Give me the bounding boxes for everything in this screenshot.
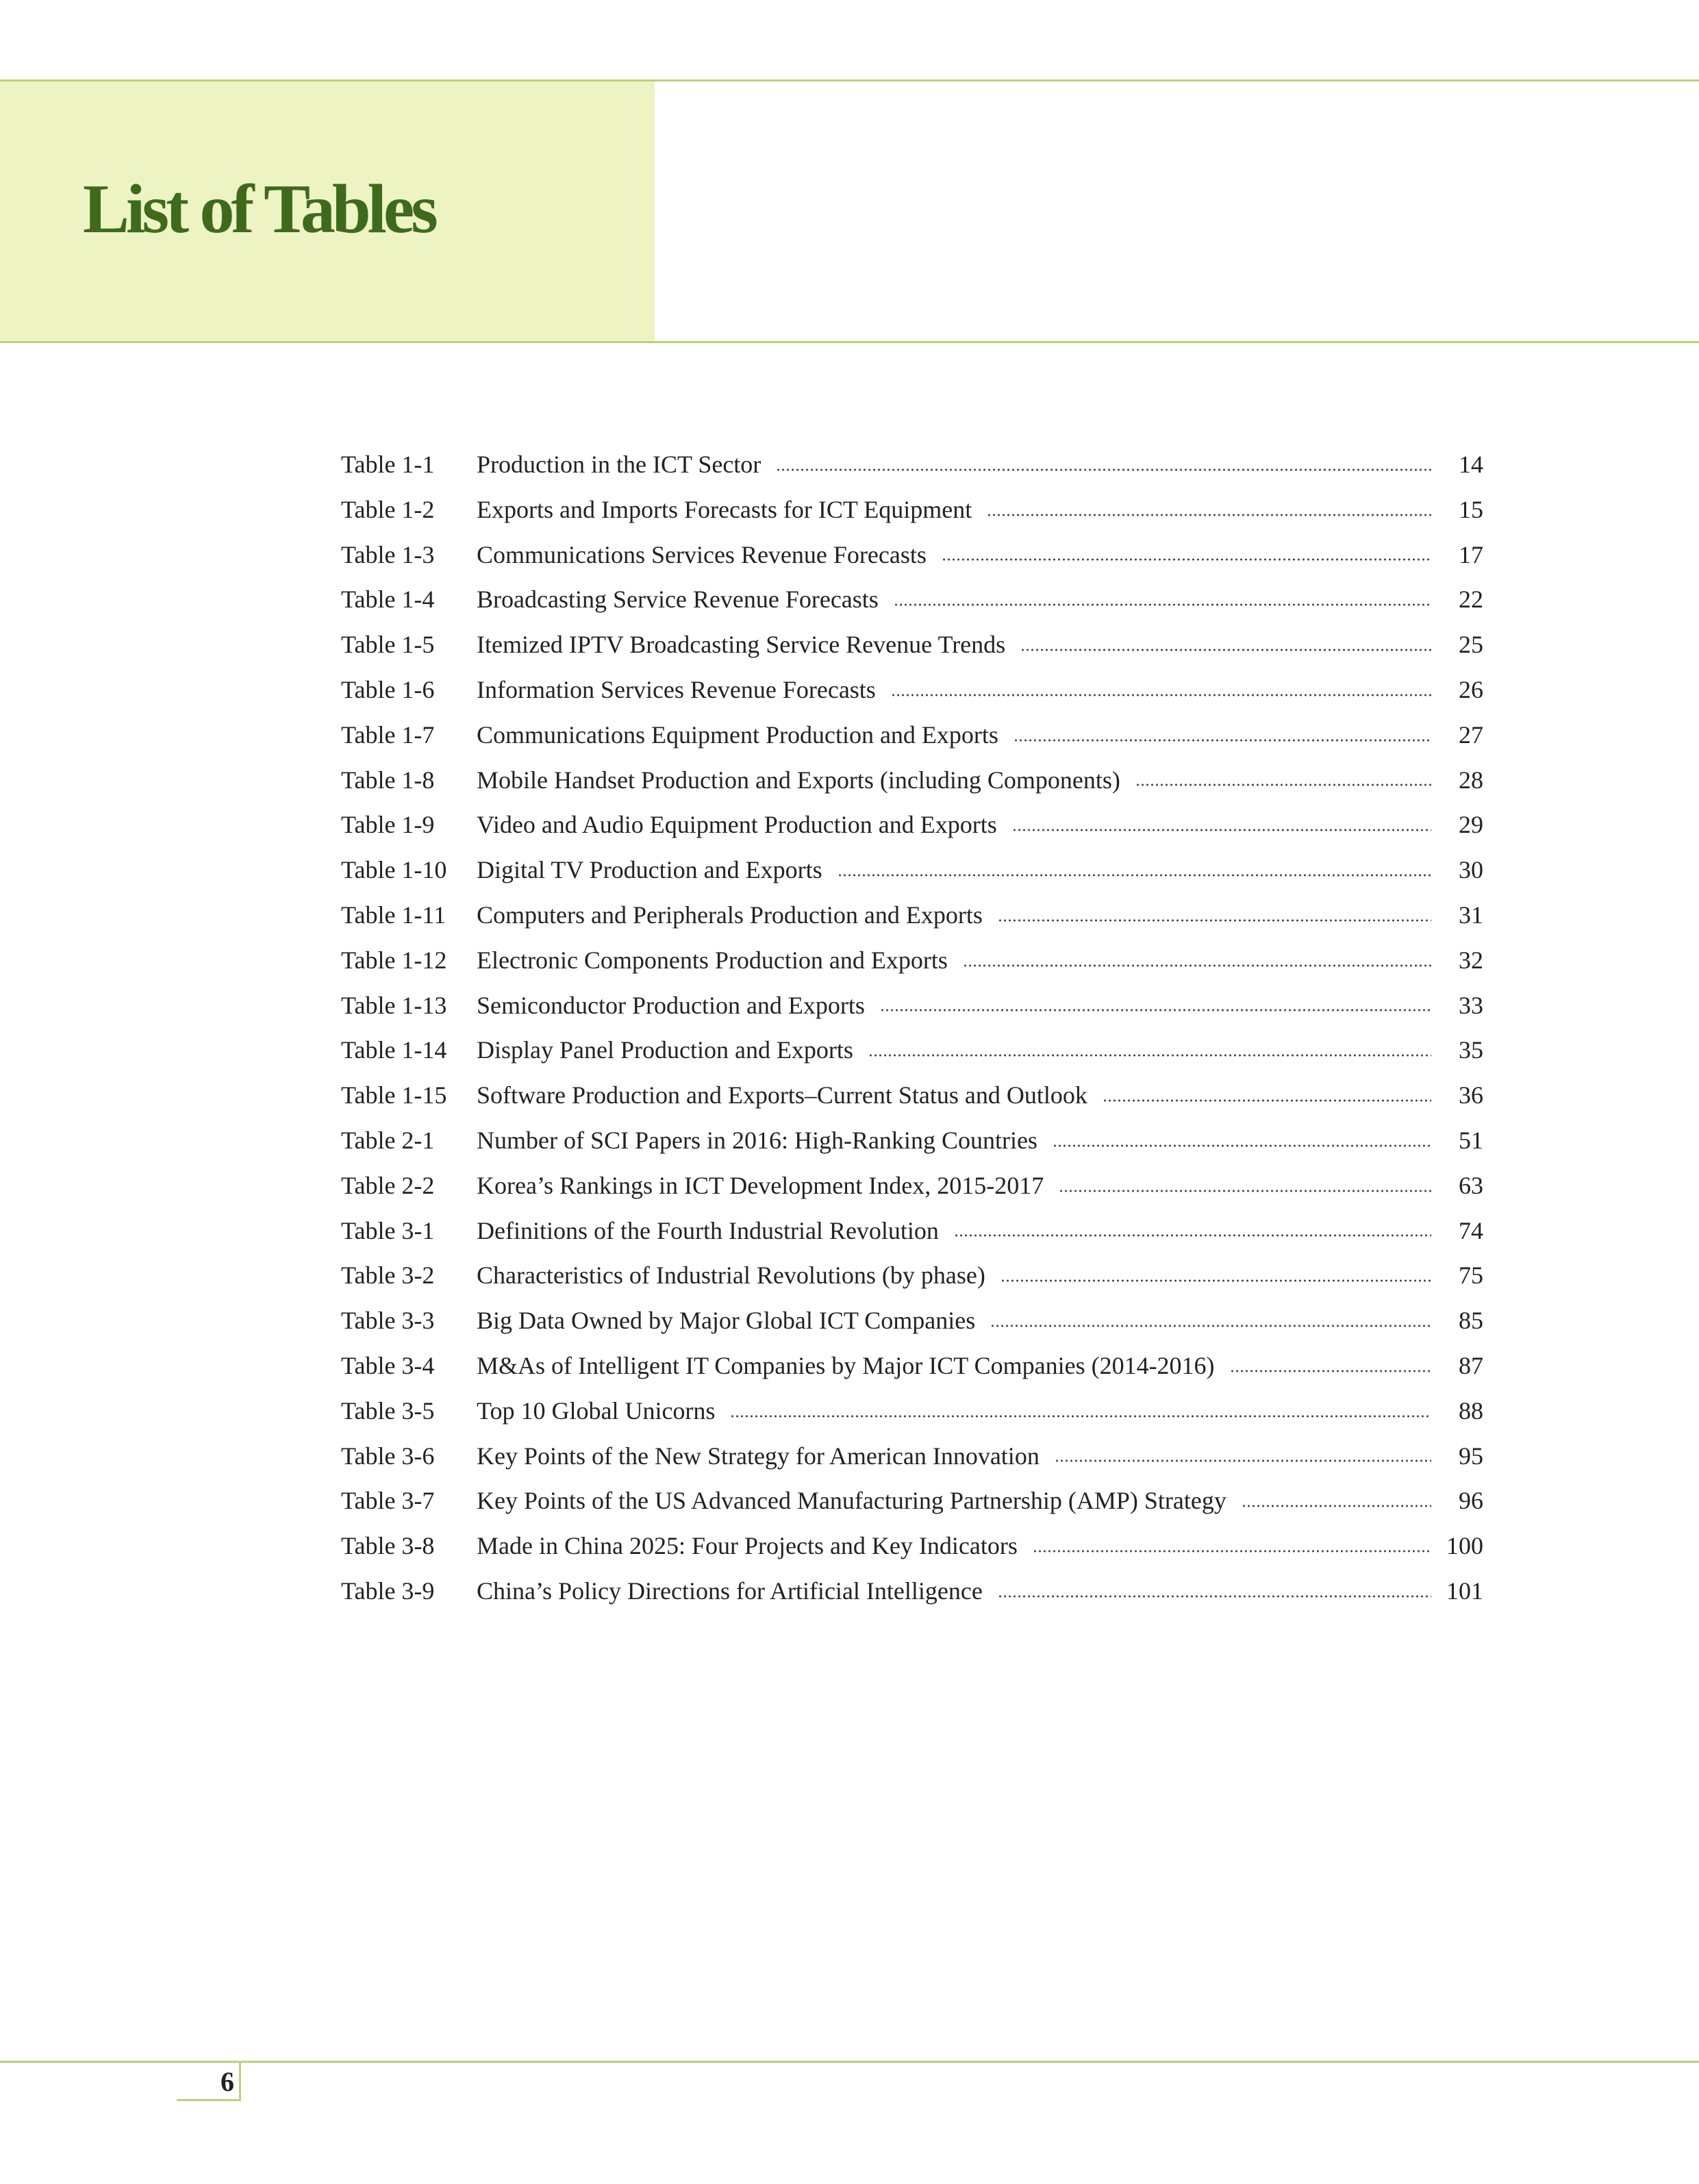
dot-leader [1053,1144,1431,1147]
page-reference: 100 [1446,1532,1483,1560]
table-title: Computers and Peripherals Production and Exports [477,901,983,929]
table-title: Information Services Revenue Forecasts [477,675,876,703]
table-title: China’s Policy Directions for Artificial Intelligence [477,1577,983,1605]
page-reference: 25 [1459,631,1483,659]
dot-leader [1103,1099,1431,1102]
table-number: Table 3-4 [341,1351,435,1379]
table-title: Communications Services Revenue Forecasts [477,540,927,568]
toc-entry[interactable] [341,1073,1483,1118]
table-number: Table 1-7 [341,720,435,749]
table-title: Communications Equipment Production and Exports [477,720,998,749]
table-title: Exports and Imports Forecasts for ICT Equipment [477,495,972,523]
toc-entry[interactable] [341,577,1483,623]
dot-leader [1020,649,1431,651]
toc-entry[interactable] [341,848,1483,893]
toc-entry[interactable] [341,533,1483,578]
page-reference: 36 [1459,1081,1483,1109]
table-number: Table 1-10 [341,856,447,884]
table-title: Display Panel Production and Exports [477,1036,853,1064]
page-reference: 101 [1446,1577,1483,1605]
table-number: Table 1-9 [341,811,435,839]
dot-leader [987,514,1431,516]
page-reference: 33 [1459,991,1483,1019]
page-reference: 75 [1459,1262,1483,1290]
toc-entry[interactable] [341,983,1483,1029]
table-number: Table 3-7 [341,1487,435,1515]
table-number: Table 1-2 [341,495,435,523]
table-title: Software Production and Exports–Current Status and Outlook [477,1081,1087,1109]
dot-leader [1000,1279,1431,1282]
toc-entry[interactable] [341,1298,1483,1344]
page-reference: 15 [1459,495,1483,523]
table-title: Broadcasting Service Revenue Forecasts [477,586,879,614]
dot-leader [963,964,1431,967]
page-number: 6 [221,2066,234,2097]
table-number: Table 1-5 [341,631,435,659]
table-number: Table 3-1 [341,1216,435,1244]
dot-leader [1230,1370,1431,1372]
table-number: Table 3-9 [341,1577,435,1605]
table-number: Table 2-2 [341,1171,435,1199]
page-reference: 22 [1459,586,1483,614]
table-title: Made in China 2025: Four Projects and Key Indicators [477,1532,1018,1560]
page-reference: 28 [1459,766,1483,794]
dot-leader [730,1415,1431,1418]
dot-leader [891,694,1431,696]
dot-leader [1242,1505,1431,1507]
dot-leader [942,558,1431,561]
table-title: Production in the ICT Sector [477,451,762,478]
toc-entry[interactable] [341,623,1483,668]
toc-entry[interactable] [341,893,1483,938]
table-number: Table 1-6 [341,675,435,703]
page-reference: 74 [1459,1216,1483,1244]
toc-entry[interactable] [341,1253,1483,1298]
page-reference: 63 [1459,1171,1483,1199]
table-title: Definitions of the Fourth Industrial Revolution [477,1216,939,1244]
page-reference: 96 [1459,1487,1483,1515]
table-number: Table 1-4 [341,586,435,614]
dot-leader [1014,739,1431,742]
table-number: Table 3-5 [341,1396,435,1424]
toc-entry[interactable] [341,938,1483,983]
toc-entry[interactable] [341,1569,1483,1614]
dot-leader [1012,829,1431,831]
table-title: Number of SCI Papers in 2016: High-Ranking Countries [477,1126,1037,1154]
dot-leader [868,1054,1431,1057]
table-number: Table 1-3 [341,540,435,568]
dot-leader [998,1595,1431,1598]
page-reference: 17 [1459,540,1483,568]
page-reference: 32 [1459,946,1483,974]
toc-entry[interactable] [341,488,1483,533]
page-reference: 51 [1459,1126,1483,1154]
dot-leader [1055,1459,1431,1462]
page-reference: 95 [1459,1442,1483,1470]
page-reference: 29 [1459,811,1483,839]
toc-entry[interactable] [341,1028,1483,1073]
dot-leader [998,919,1431,922]
dot-leader [990,1325,1431,1327]
table-title: Digital TV Production and Exports [477,856,822,884]
table-title: Mobile Handset Production and Exports (including Components) [477,766,1120,794]
toc-entry[interactable] [341,1209,1483,1254]
table-title: Itemized IPTV Broadcasting Service Revenue Trends [477,631,1006,659]
table-title: Semiconductor Production and Exports [477,991,865,1019]
table-number: Table 1-15 [341,1081,447,1109]
table-number: Table 1-13 [341,991,447,1019]
table-number: Table 1-11 [341,901,446,929]
toc-entry[interactable] [341,803,1483,848]
table-title: Korea’s Rankings in ICT Development Index, 2015-2017 [477,1171,1044,1199]
page-reference: 14 [1459,451,1483,478]
toc-entry[interactable] [341,1389,1483,1434]
dot-leader [838,874,1431,877]
toc-entry[interactable] [341,668,1483,713]
page-title: List of Tables [83,171,435,248]
toc-entry[interactable] [341,713,1483,758]
toc-entry[interactable] [341,1479,1483,1524]
footer-rule [0,2061,1699,2063]
table-title: Electronic Components Production and Exports [477,946,948,974]
table-title: Characteristics of Industrial Revolutions (by phase) [477,1262,985,1290]
page-reference: 26 [1459,675,1483,703]
dot-leader [880,1009,1431,1012]
dot-leader [1135,783,1431,786]
toc-entry[interactable] [341,1434,1483,1479]
table-title: Video and Audio Equipment Production and Exports [477,811,997,839]
dot-leader [954,1234,1431,1237]
dot-leader [776,468,1431,471]
toc-entry[interactable] [341,1164,1483,1209]
toc-entry[interactable] [341,1524,1483,1569]
table-number: Table 2-1 [341,1126,435,1154]
table-number: Table 1-14 [341,1036,447,1064]
table-title: Top 10 Global Unicorns [477,1396,716,1424]
page-reference: 88 [1459,1396,1483,1424]
page-reference: 31 [1459,901,1483,929]
table-number: Table 1-1 [341,451,435,478]
toc-entry[interactable] [341,1344,1483,1389]
dot-leader [1033,1550,1431,1553]
toc-entry[interactable] [341,442,1483,488]
table-number: Table 1-12 [341,946,447,974]
toc-entry[interactable] [341,1118,1483,1164]
table-number: Table 1-8 [341,766,435,794]
table-of-contents [341,442,1483,1614]
page-reference: 27 [1459,720,1483,749]
page-reference: 85 [1459,1307,1483,1335]
dot-leader [1059,1190,1431,1192]
dot-leader [894,603,1431,606]
table-title: Big Data Owned by Major Global ICT Companies [477,1307,976,1335]
page-reference: 30 [1459,856,1483,884]
table-number: Table 3-6 [341,1442,435,1470]
toc-entry[interactable] [341,758,1483,803]
page-reference: 35 [1459,1036,1483,1064]
table-number: Table 3-8 [341,1532,435,1560]
table-number: Table 3-3 [341,1307,435,1335]
table-number: Table 3-2 [341,1262,435,1290]
table-title: Key Points of the US Advanced Manufacturing Partnership (AMP) Strategy [477,1487,1226,1515]
page-reference: 87 [1459,1351,1483,1379]
table-title: M&As of Intelligent IT Companies by Major ICT Companies (2014-2016) [477,1351,1215,1379]
title-bottom-rule [0,341,1699,343]
table-title: Key Points of the New Strategy for American Innovation [477,1442,1040,1470]
